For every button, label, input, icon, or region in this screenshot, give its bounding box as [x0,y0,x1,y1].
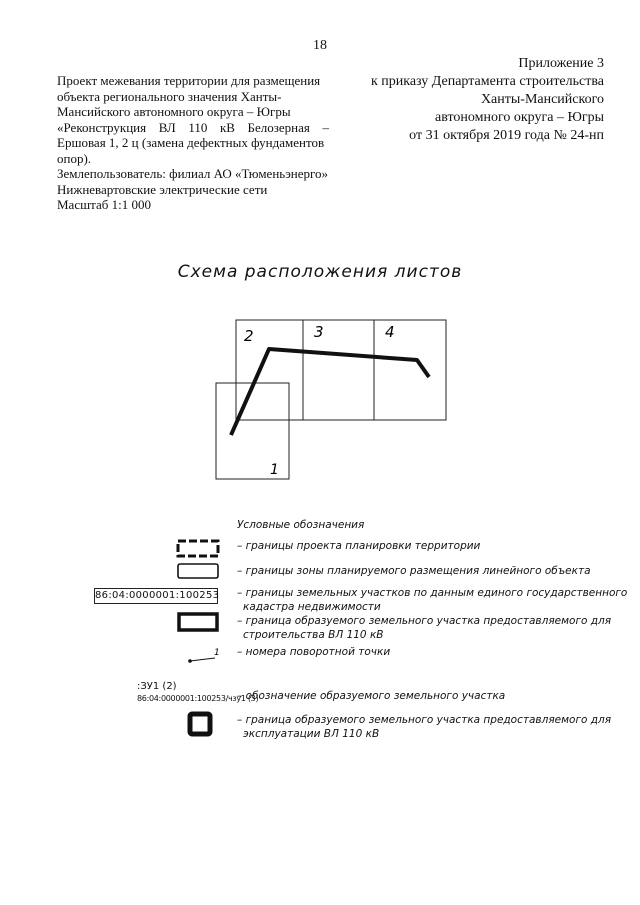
legend-text-line: кадастра недвижимости [243,600,381,613]
legend-text-line: эксплуатации ВЛ 110 кВ [243,727,380,740]
land-user-line-2: Нижневартовские электрические сети [57,181,268,197]
appendix-line-2: к приказу Департамента строительства [370,74,604,89]
operation-plot-symbol [190,714,210,734]
turning-point-dot [188,659,192,663]
legend-item-plot-designation: – обозначение образуемого земельного участка [237,690,506,702]
sheet-label-4: 4 [385,323,395,341]
legend-item-cadastral-plots [237,587,627,614]
appendix-line-4: автономного округа – Югры [435,110,604,125]
project-line-6: опор). [57,150,92,166]
legend-item-zone-boundary: – границы зоны планируемого размещения линейного объекта [237,565,591,577]
line-route [231,349,429,435]
turning-point-number: 1 [214,648,220,658]
turning-point-line [190,658,215,661]
legend-item-construction-plot [237,615,611,642]
plot-label: :ЗУ1 (2) [137,681,177,692]
sheet-label-2: 2 [244,327,254,345]
planning-boundary-symbol [178,541,218,556]
project-line-3: Мансийского автономного округа – Югры [57,104,291,119]
legend-item-planning-boundary: – границы проекта планировки территории [237,540,481,552]
legend-item-turning-point: – номера поворотной точки [237,646,391,658]
plot-cadastral-label: 86:04:0000001:100253/чзу1 (3) [137,694,259,703]
zone-boundary-symbol [178,564,218,578]
appendix-line-5: от 31 октября 2019 года № 24-нп [409,128,604,143]
project-line-5: Ершовая 1, 2 ц (замена дефектных фундаментов [57,135,325,150]
page-number: 18 [313,38,327,53]
legend-item-operation-plot [237,714,611,741]
legend-text-line: строительства ВЛ 110 кВ [243,628,384,641]
project-line-1: Проект межевания территории для размещения [57,73,321,88]
construction-plot-symbol [179,614,217,630]
scheme-title: Схема расположения листов [177,262,463,282]
legend-text-line: – граница образуемого земельного участка предоставляемого для [237,615,612,627]
scale-label: Масштаб 1:1 000 [57,197,151,212]
appendix-line-3: Ханты-Мансийского [480,92,604,107]
appendix-line-1: Приложение 3 [518,56,604,71]
land-user-line-1: Землепользователь: филиал АО «Тюменьэнерго» [57,166,329,181]
project-line-2: объекта регионального значения Ханты- [57,88,282,104]
sheet-label-3: 3 [314,323,324,341]
legend-title: Условные обозначения [237,519,365,531]
legend-text-line: – граница образуемого земельного участка предоставляемого для [237,714,612,726]
sheets-2-4-frame [236,320,446,420]
legend-text-line: – границы земельных участков по данным единого государственного [237,587,628,599]
sheet-label-1: 1 [270,462,279,478]
cadastral-number-box: 86:04:0000001:100253 [94,588,218,604]
project-line-4: «Реконструкция ВЛ 110 кВ Белозерная – [57,119,329,135]
